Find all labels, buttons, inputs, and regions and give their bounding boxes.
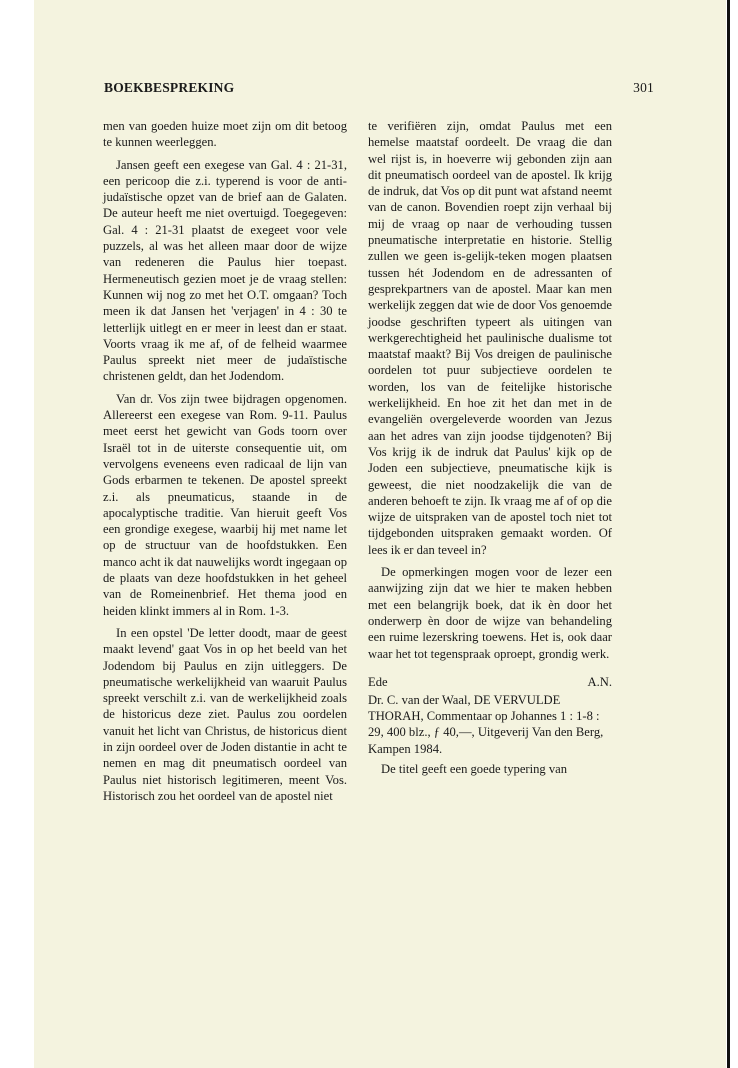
signature-initials: A.N.: [587, 674, 612, 689]
paragraph: De titel geeft een goede typering van: [381, 761, 568, 776]
paragraph: In een opstel 'De letter doodt, maar de geest maakt levend' gaat Vos in op het beeld van het Jodendom bij Paulus en zijn uitleggers. De pneumatische werkelijkheid van waaruit Paulus spreekt verschilt z.i. van de werkelijkheid zoals de historicus deze ziet. Paulus zou oordelen vanuit het licht van Christus, de historicus dient in zijn oordeel over de Joden distantie in acht te nemen en mag dit pneumatisch oordeel van Paulus niet historisch legitimeren, meent Vos. Historisch zou het oordeel van de apostel niet: [103, 625, 347, 803]
scan-margin-left: [0, 0, 34, 1068]
page-number: 301: [633, 80, 654, 95]
review-signature: [368, 674, 612, 692]
right-column: [368, 118, 612, 777]
scan-edge-bar: [727, 0, 730, 1068]
paragraph: De opmerkingen mogen voor de lezer een aanwijzing zijn dat we hier te maken hebben met een belangrijk boek, dat ik èn door het onderwerp èn door de wijze van behandeling een ruime lezerskring toewens. Het is, ook daar waar het tot tegenspraak oproept, grondig werk.: [368, 565, 612, 661]
book-page: [34, 0, 726, 1068]
paragraph: te verifiëren zijn, omdat Paulus met een hemelse maatstaf oordeelt. De vraag die dan wel rijst is, in hoeverre wij gebonden zijn aan dit pneumatisch oordeel van de apostel. Ik krijg de indruk, dat Vos op dit punt wat afstand neemt van de canon. Bovendien roept zijn verhaal bij mij de vraag op naar de verhouding tussen pneumatische interpretatie en historie. Stellig zullen we geen is-gelijk-teken mogen plaatsen tussen hét Jodendom en de adressanten of gesprekpartners van de apostel. Maar kan men werkelijk zeggen dat wie de door Vos genoemde joodse geschriften typeert als uitingen van werkgerechtigheid het paulinische dualisme tot maatstaf maakt? Bij Vos dreigen de paulinische oordelen tot puur subjectieve oordelen te worden, los van de feitelijke historische werkelijkheid. En hoe zit het dan met in de evangeliën overgeleverde woorden van Jezus aan het adres van zijn joodse tijdgenoten? Bij Vos krijg ik de indruk dat Paulus' kijk op de Joden een subjectieve, pneumatische kijk is geweest, die niet noodzakelijk die van de anderen behoeft te zijn. Ik vraag me af of op die wijze de uitspraken van de apostel toch niet tot tijdgebonden uitspraken gemaakt worden. Of lees ik er dan teveel in?: [368, 119, 612, 557]
section-title: BOEKBESPREKING: [104, 80, 235, 95]
paragraph: Jansen geeft een exegese van Gal. 4 : 21-31, een pericoop die z.i. typerend is voor de anti-judaïstische opzet van de brief aan de Galaten. De auteur heeft me niet overtuigd. Toegegeven: Gal. 4 : 21-31 plaatst de exegeet voor vele puzzels, al was het alleen maar door de wijze van redeneren die Paulus hier toepast. Hermeneutisch gezien moet je de vraag stellen: Kunnen wij nog zo met het O.T. omgaan? Toch meen ik dat Jansen het 'verjagen' in 4 : 30 te letterlijk uitlegt en er meer in leest dan er staat. Voorts vraag ik me af, of de felheid waarmee Paulus spreekt niet meer de judaïstische christenen geldt, dan het Jodendom.: [103, 157, 347, 384]
paragraph: Van dr. Vos zijn twee bijdragen opgenomen. Allereerst een exegese van Rom. 9-11. Paulus meet eerst het gewicht van Gods toorn over Israël tot in de uiterste consequentie uit, om vervolgens eveneens even radicaal de lijn van Gods erbarmen te tekenen. De apostel spreekt z.i. als pneumaticus, staande in de apocalyptische traditie. Van hieruit geeft Vos een grondige exegese, waarbij hij met name let op de structuur van de hoofdstukken. Een manco acht ik dat nauwelijks wordt ingegaan op de plaats van deze hoofdstukken in het geheel van de Romeinenbrief. Het thema jood en heiden klinkt immers al in Rom. 1-3.: [103, 391, 347, 618]
left-column: [103, 118, 347, 804]
book-citation: Dr. C. van der Waal, DE VERVULDE THORAH, Commentaar op Johannes 1 : 1-8 : 29, 400 blz., ƒ 40,—, Uitgeverij Van den Berg, Kampen 1984.: [368, 692, 604, 756]
paragraph: men van goeden huize moet zijn om dit betoog te kunnen weerleggen.: [103, 119, 347, 150]
signature-place: Ede: [368, 674, 388, 689]
